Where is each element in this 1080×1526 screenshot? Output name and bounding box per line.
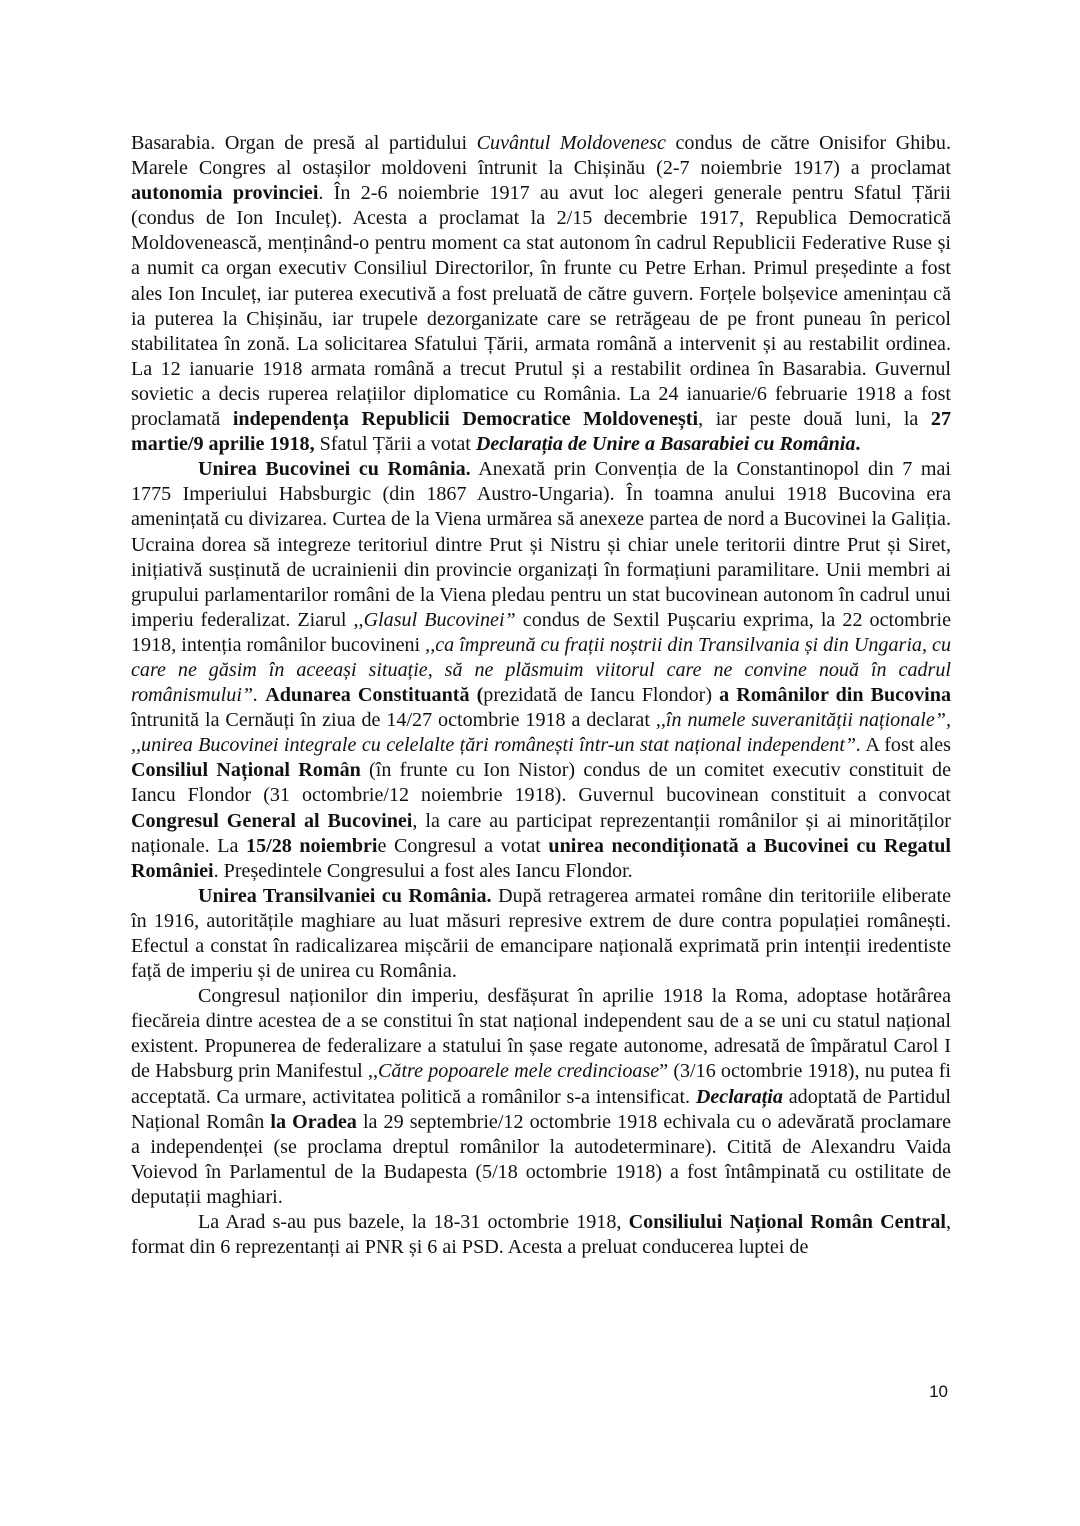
text-run: , la care au participat reprezentanții românilor și ai minorităților naționale. La	[131, 809, 951, 857]
paragraph	[131, 1210, 951, 1260]
bold-run: Consiliului Național Român Central	[628, 1211, 946, 1234]
bold-run: 15/28 noiembri	[246, 834, 378, 857]
italic-run: Glasul Bucovinei”	[363, 608, 516, 631]
text-run: . Președintele Congresului a fost ales Iancu Flondor.	[213, 859, 633, 882]
text-run: adoptată de Partidul Național Român	[131, 1085, 951, 1133]
text-run: e Congresul a votat	[377, 834, 549, 857]
paragraph	[131, 457, 951, 884]
italic-run: Către popoarele mele credincioase	[378, 1060, 660, 1083]
bold-run: Adunarea Constituantă (	[265, 684, 484, 707]
bold-run: 27 martie/9 aprilie 1918,	[131, 408, 951, 456]
bold-run: Unirea Bucovinei cu România.	[198, 458, 471, 481]
bold-run: a Românilor din Bucovina	[719, 684, 951, 707]
italic-run: Cuvântul Moldovenesc	[476, 132, 666, 154]
text-run: Anexată prin Convenția de la Constantinopol din 7 mai 1775 Imperiului Habsburgic (din 1867 Austro-Ungaria). În toamna anului 1918 Bucovina era amenințată cu divizarea. Curtea de la Viena urmărea să anexeze partea de nord a Bucovinei la Galiția. Ucraina dorea să integreze teritoriul dintre Prut și Nistru și chiar unele teritorii dintre Prut și Siret, inițiativă susținută de ucrainienii din provincie organizați în formațiuni paramilitare. Unii membri ai grupului parlamentarilor români de la Viena pledau pentru un stat bucovinean autonom în cadrul unui imperiu federalizat. Ziarul ,,	[131, 458, 951, 631]
text-run: A fost ales	[861, 734, 951, 757]
paragraph	[131, 984, 951, 1210]
italic-run: ,,în numele suveranității naționale”, ,,unirea Bucovinei integrale cu celelalte țări românești într-un stat național independent”.	[131, 709, 951, 757]
paragraph	[131, 131, 951, 457]
page-number: 10	[929, 1382, 948, 1401]
bold-run: independența Republicii Democratice Moldovenești	[232, 408, 699, 431]
text-run: întrunită la Cernăuți în ziua de 14/27 octombrie 1918 a declarat	[131, 709, 656, 732]
text-body	[131, 131, 951, 1260]
text-run: Congresul naționilor din imperiu, desfășurat în aprilie 1918 la Roma, adoptase hotărârea fiecăreia dintre acestea de a se constitui în stat național independent sau de a se uni cu statul național existent. Propunerea de federalizare a statului în șase regate autonome, adresată de împăratul Carol I de Habsburg prin Manifestul ,,	[131, 985, 951, 1083]
text-run: la 29 septembrie/12 octombrie 1918 echivala cu o adevărată proclamare a independenței (se proclama dreptul românilor la autodeterminare). Citită de Alexandru Vaida Voievod în Parlamentul de la Budapesta (5/18 octombrie 1918) a fost întâmpinată cu ostilitate de deputații maghiari.	[131, 1110, 952, 1208]
text-run: (în frunte cu Ion Nistor) condus de un comitet executiv constituit de Iancu Flondor (31 octombrie/12 noiembrie 1918). Guvernul bucovinean constituit a convocat	[131, 759, 951, 807]
bold-italic-run	[696, 1086, 783, 1108]
paragraph	[131, 884, 951, 984]
text-run: condus de Sextil Pușcariu exprima, la 22 octombrie 1918, intenția românilor bucovineni	[131, 608, 951, 656]
text-run: ” (3/16 octombrie 1918), nu putea fi acceptată. Ca urmare, activitatea politică a românilor s-a intensificat.	[131, 1060, 951, 1108]
bold-run: Congresul General al Bucovinei	[131, 809, 413, 832]
text-run: , iar peste două luni, la	[698, 408, 931, 431]
text-run: , format din 6 reprezentanți ai PNR și 6 ai PSD. Acesta a preluat conducerea luptei de	[131, 1211, 951, 1259]
bold-run: .	[855, 433, 861, 456]
bold-run: Unirea Transilvaniei cu România.	[198, 884, 492, 907]
text-run: Sfatul Țării a votat	[314, 433, 476, 456]
bold-run: autonomia provinciei	[131, 182, 319, 205]
text-run: . În 2-6 noiembrie 1917 au avut loc alegeri generale pentru Sfatul Țării (condus de Ion Inculeț). Acesta a proclamat la 2/15 decembrie 1917, Republica Democratică Moldovenească, menținând-o pentru moment ca stat autonom în cadrul Republicii Federative Ruse și a numit ca organ executiv Consiliul Directorilor, în frunte cu Petre Erhan. Primul președinte a fost ales Ion Inculeț, iar puterea executivă a fost preluată de către guvern. Forțele bolșevice amenințau că ia puterea la Chișinău, iar trupele dezorganizate care se retrăgeau de pe front puneau în pericol stabilitatea în zonă. La solicitarea Sfatului Țării, armata română a intervenit și au restabilit ordinea. La 12 ianuarie 1918 armata română a trecut Prutul și a restabilit ordinea în Basarabia. Guvernul sovietic a decis ruperea relațiilor diplomatice cu România. La 24 ianuarie/6 februarie 1918 a fost proclamată	[131, 182, 951, 431]
text-run: condus de către Onisifor Ghibu. Marele Congres al ostașilor moldoveni întrunit la Chișinău (2-7 noiembrie 1917) a proclamat	[131, 132, 951, 180]
italic-run: ,,ca împreună cu frații noștrii din Transilvania și din Ungaria, cu care ne găsim în aceeași situație, să ne plăsmuim viitorul care ne convine nouă în cadrul românismului”.	[131, 633, 951, 707]
text-run: După retragerea armatei române din teritoriile eliberate în 1916, autoritățile maghiare au luat măsuri represive extrem de dure contra populației românești. Efectul a constat în radicalizarea mișcării de emancipare națională exprimată prin intenții iredentiste față de imperiu și de unirea cu România.	[131, 884, 952, 983]
text-run: La Arad s-au pus bazele, la 18-31 octombrie 1918,	[198, 1211, 629, 1234]
emphasis-text: Declarația	[695, 1085, 783, 1108]
text-run: prezidată de Iancu Flondor)	[483, 684, 720, 707]
emphasis-text: Declarația de Unire a Basarabiei cu România	[475, 433, 856, 456]
text-run: Basarabia. Organ de presă al partidului	[131, 132, 477, 154]
bold-italic-run	[476, 433, 856, 455]
bold-run: unirea necondiționată a Bucovinei cu Regatul României	[131, 834, 951, 882]
bold-run: Consiliul Național Român	[131, 759, 361, 782]
bold-run: la Oradea	[270, 1110, 357, 1133]
